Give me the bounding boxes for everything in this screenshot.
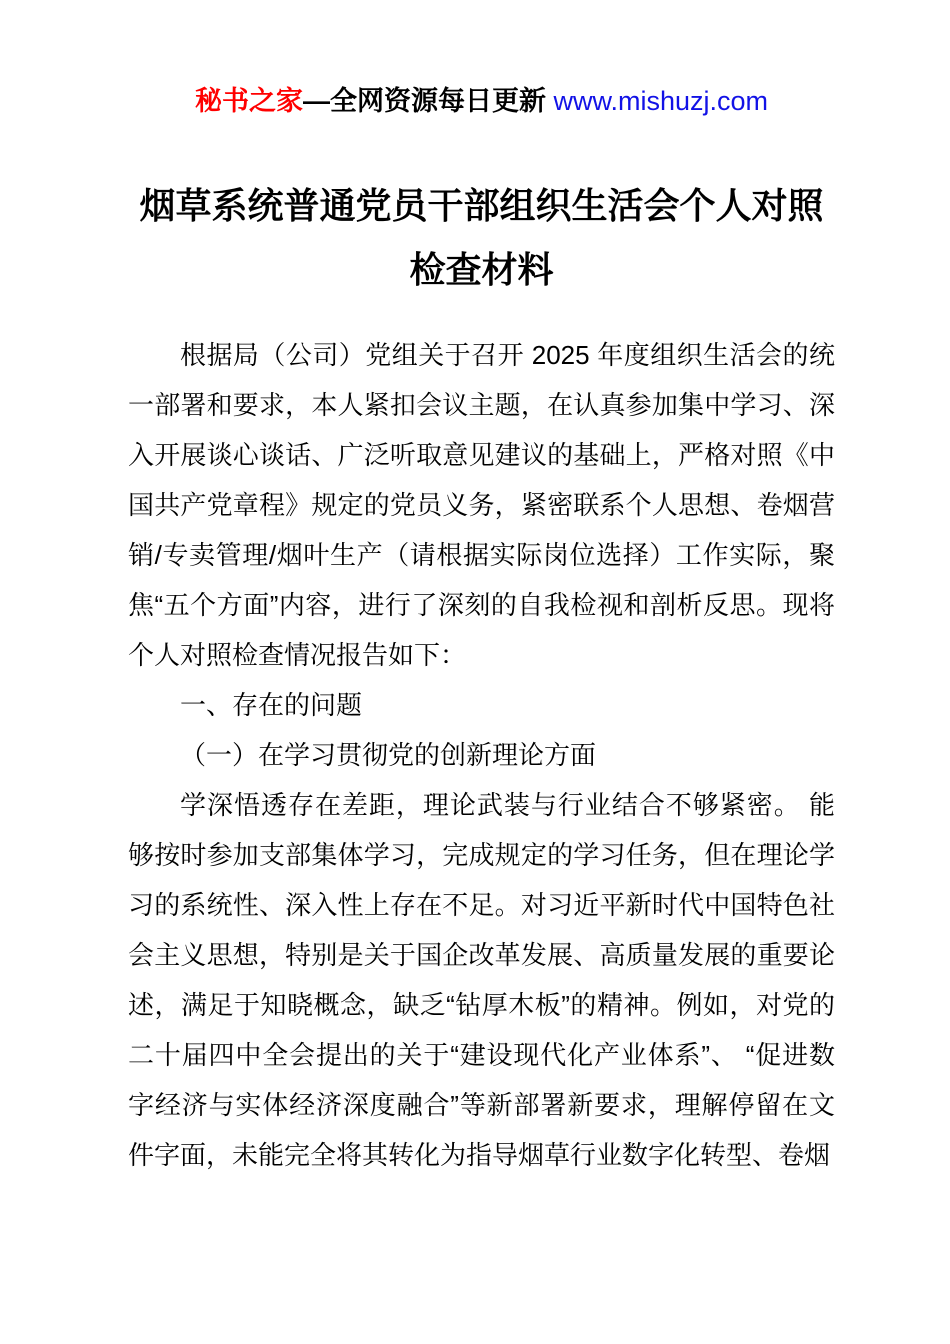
site-brand: 秘书之家 xyxy=(194,86,303,116)
subsection-heading-theory-study: （一）在学习贯彻党的创新理论方面 xyxy=(180,740,597,770)
document-body xyxy=(128,330,835,1180)
document-title: 烟草系统普通党员干部组织生活会个人对照检查材料 xyxy=(139,185,824,290)
body-paragraph-theory-study: 学深悟透存在差距，理论武装与行业结合不够紧密。 能够按时参加支部集体学习，完成规定的学习任务，但在理论学习的系统性、深入性上存在不足。对习近平新时代中国特色社会主义思想，特别是关于国企改革发展、高质量发展的重要论述，满足于知晓概念，缺乏“钻厚木板”的精神。例如，对党的二十届四中全会提出的关于“建设现代化产业体系”、 “促进数字经济与实体经济深度融合”等新部署新要求，理解停留在文件字面，未能完全将其转化为指导烟草行业数字化转型、卷烟 xyxy=(128,790,835,1170)
section-heading-problems: 一、存在的问题 xyxy=(180,690,363,720)
site-header xyxy=(128,80,835,122)
site-tagline: —全网资源每日更新 xyxy=(302,86,554,116)
intro-paragraph: 根据局（公司）党组关于召开 2025 年度组织生活会的统一部署和要求，本人紧扣会议主题，在认真参加集中学习、深入开展谈心谈话、广泛听取意见建议的基础上，严格对照《中国共产党章程》规定的党员义务，紧密联系个人思想、卷烟营销/专卖管理/烟叶生产（请根据实际岗位选择）工作实际，聚焦“五个方面”内容，进行了深刻的自我检视和剖析反思。现将个人对照检查情况报告如下： xyxy=(128,340,835,670)
site-url-link[interactable]: www.mishuzj.com xyxy=(553,86,769,116)
